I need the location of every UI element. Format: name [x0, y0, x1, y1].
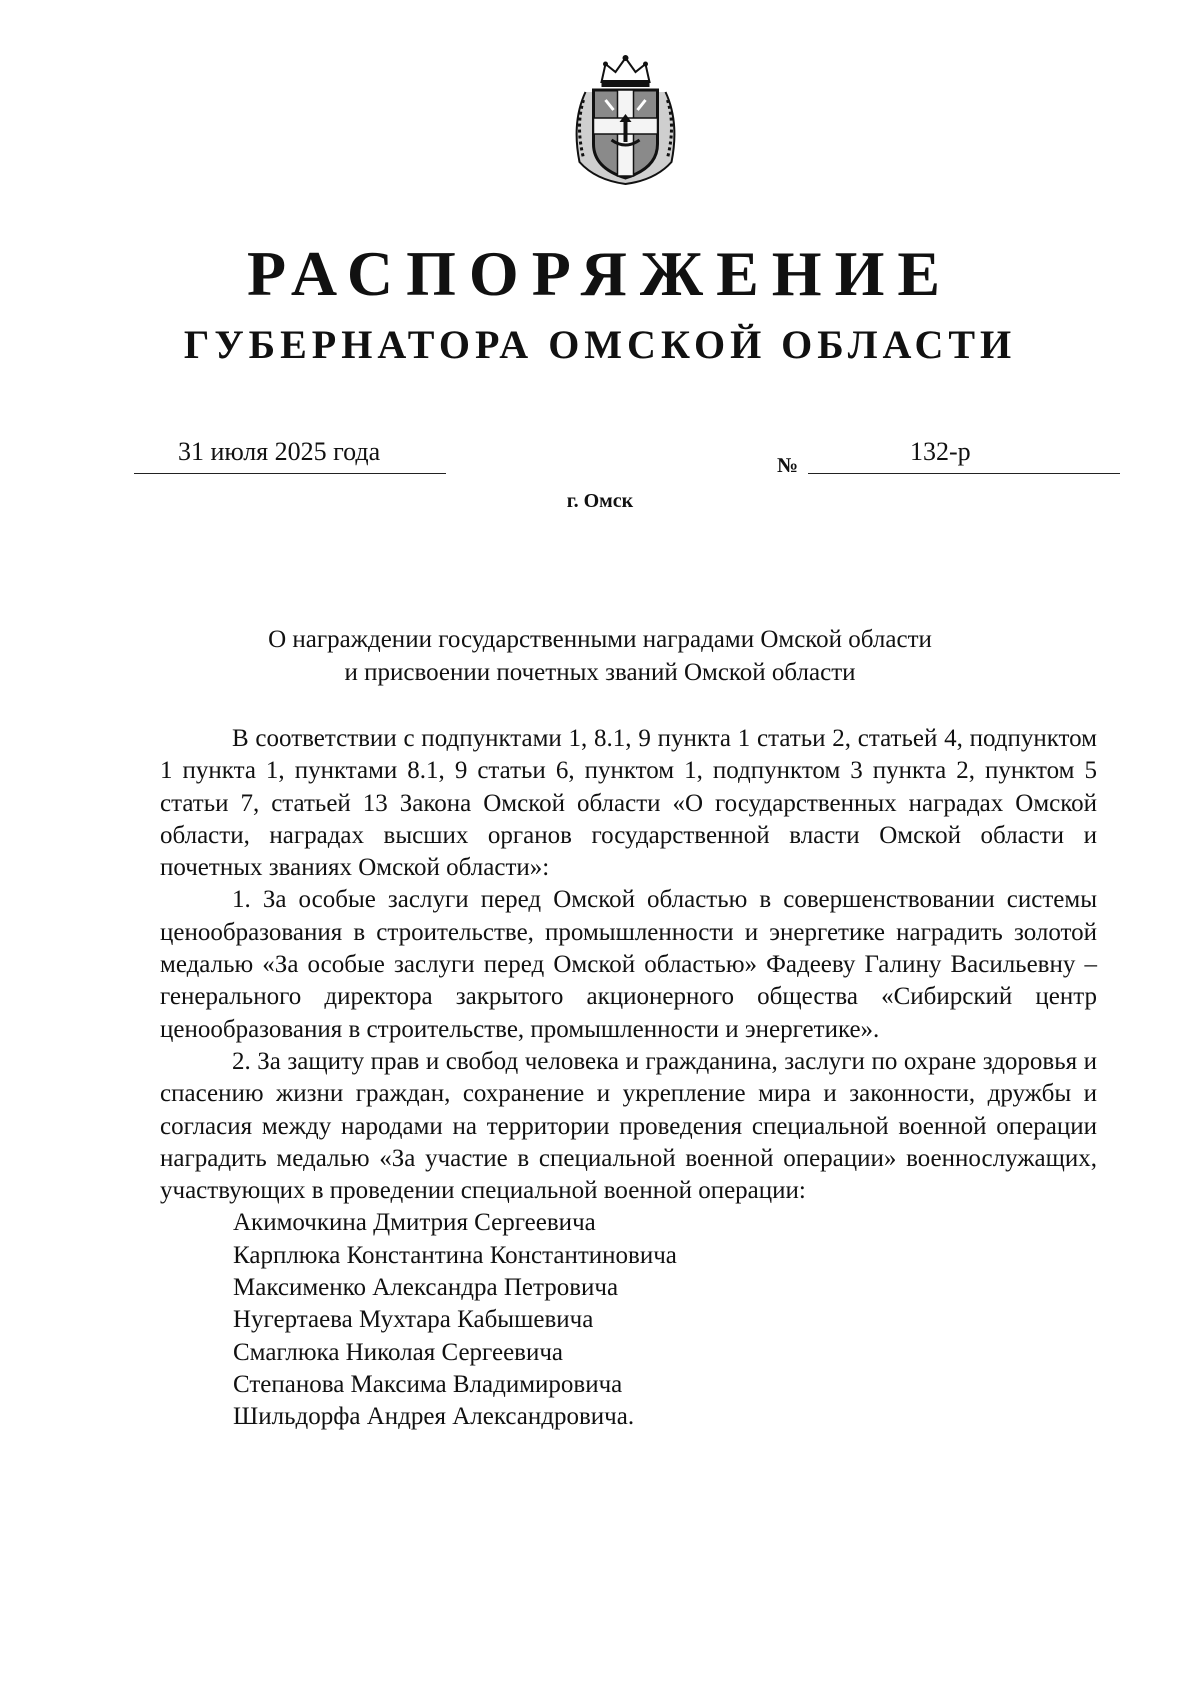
document-date: 31 июля 2025 года [178, 437, 381, 466]
number-sign: № [777, 453, 799, 477]
number-field [808, 437, 1120, 474]
item-1-paragraph: 1. За особые заслуги перед Омской областью в совершенствовании системы ценообразования в строительстве, промышленности и энергетике наградить золотой медалью «За особые заслуги перед Омской областью» Фадееву Галину Васильевну – генерального директора закрытого акционерного общества «Сибирский центр ценообразования в строительстве, промышленности и энергетике». [160, 886, 1097, 1043]
omsk-oblast-coat-of-arms-icon [565, 52, 686, 188]
document-number: 132-р [910, 437, 971, 466]
awardee-name: Нугертаева Мухтара Кабышевича [233, 1306, 594, 1334]
awardee-name: Максименко Александра Петровича [233, 1274, 619, 1302]
subject-line-2: и присвоении почетных званий Омской области [344, 659, 856, 686]
document-issuer: ГУБЕРНАТОРА ОМСКОЙ ОБЛАСТИ [183, 322, 1017, 367]
awardee-name: Акимочкина Дмитрия Сергеевича [233, 1209, 596, 1237]
awardee-name: Карплюка Константина Константиновича [233, 1241, 677, 1269]
awardee-name: Смаглюка Николая Сергеевича [233, 1338, 564, 1366]
awardee-list [160, 1207, 1097, 1433]
date-field [134, 437, 446, 474]
document-body [160, 723, 1097, 1434]
document-title: РАСПОРЯЖЕНИЕ [246, 238, 954, 309]
subject-line-1: О награждении государственными наградами Омской области [268, 626, 932, 653]
awardee-name: Степанова Максима Владимировича [233, 1370, 623, 1398]
document-subject [0, 623, 1200, 689]
document-city: г. Омск [566, 490, 634, 512]
preamble-paragraph: В соответствии с подпунктами 1, 8.1, 9 пункта 1 статьи 2, статьей 4, подпунктом 1 пункта 1, пунктами 8.1, 9 статьи 6, пунктом 1, подпунктом 3 пункта 2, пунктом 5 статьи 7, статьей 13 Закона Омской области «О государственных наградах Омской области, наградах высших органов государственной власти Омской области и почетных званиях Омской области»: [160, 725, 1097, 882]
awardee-name: Шильдорфа Андрея Александровича. [233, 1403, 635, 1431]
item-2-paragraph: 2. За защиту прав и свобод человека и гражданина, заслуги по охране здоровья и спасению жизни граждан, сохранение и укрепление мира и законности, дружбы и согласия между народами на территории проведения специальной военной операции наградить медалью «За участие в специальной военной операции» военнослужащих, участвующих в проведении специальной военной операции: [160, 1047, 1097, 1205]
